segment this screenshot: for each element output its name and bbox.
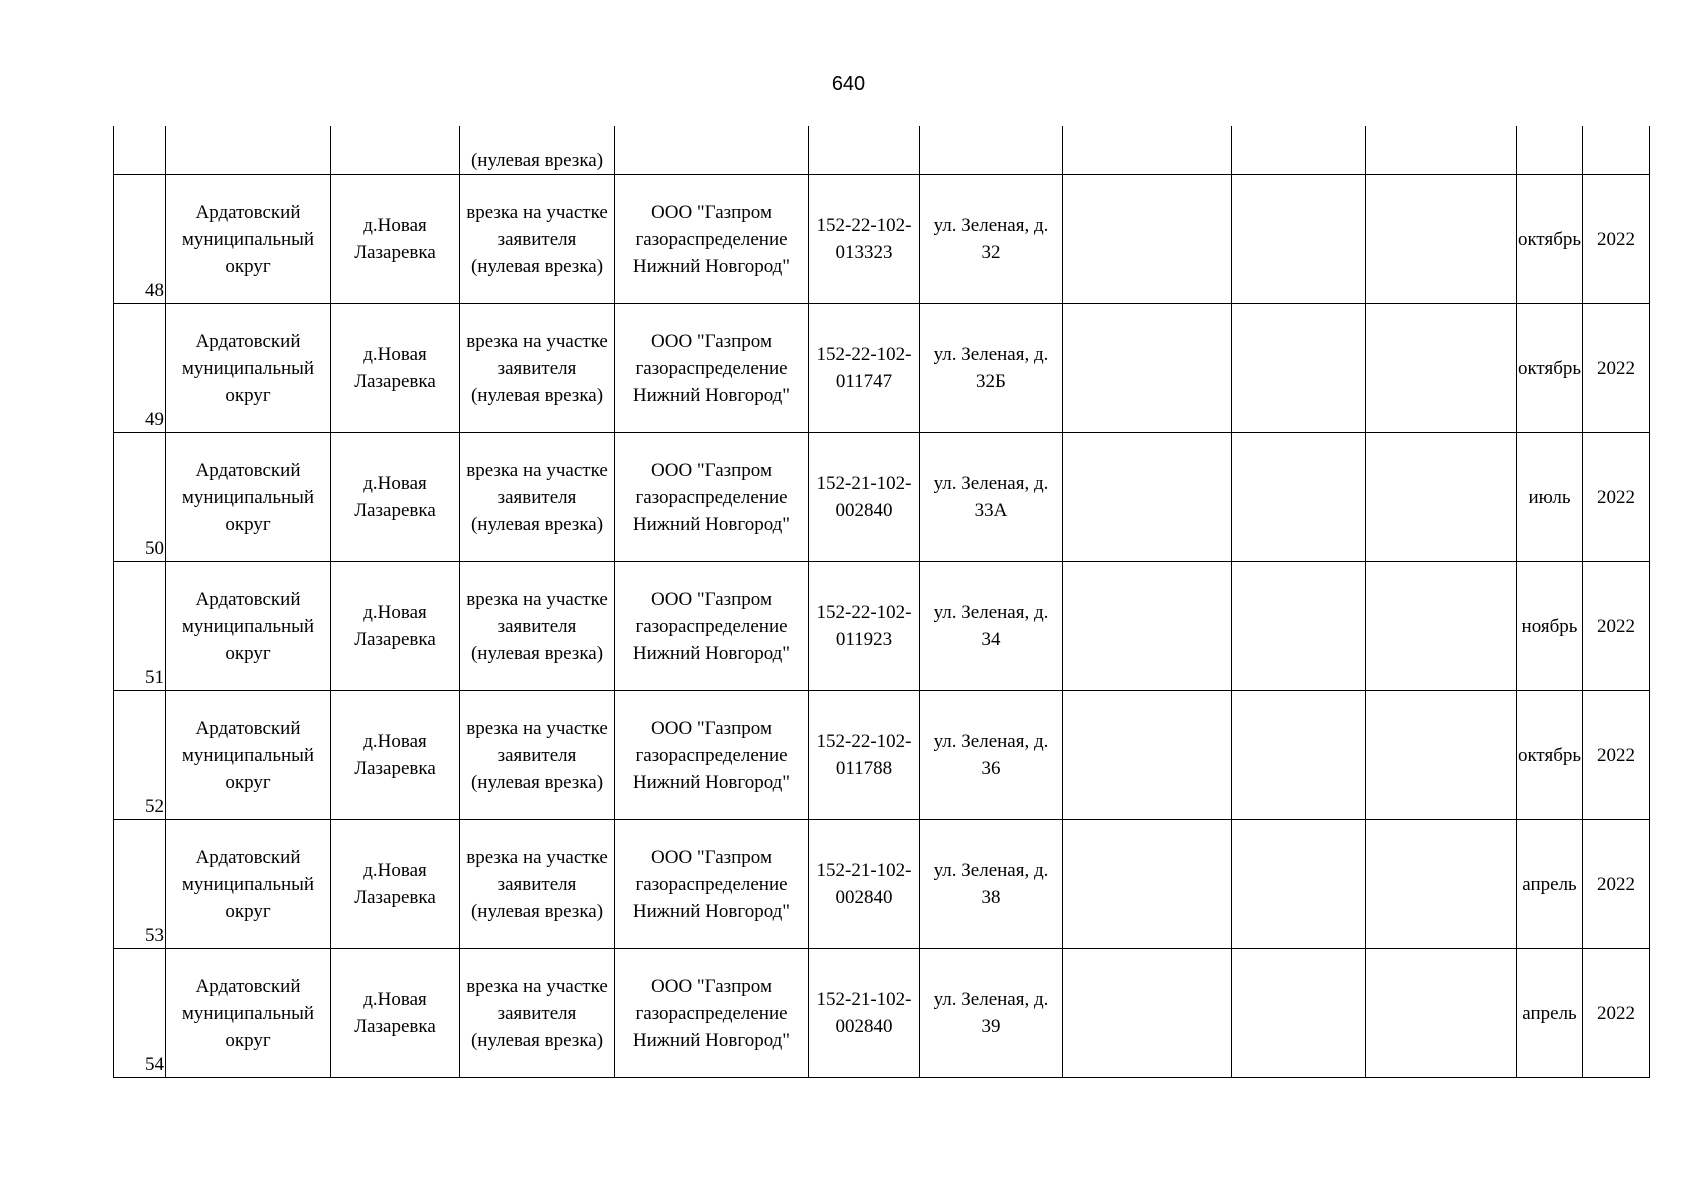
cell-village: д.Новая Лазаревка xyxy=(331,175,460,304)
table-row xyxy=(114,433,1650,562)
cell-empty-3 xyxy=(1366,691,1517,820)
cell-village: д.Новая Лазаревка xyxy=(331,562,460,691)
cell-num: 48 xyxy=(114,175,166,304)
cell-empty-2 xyxy=(1232,691,1366,820)
cell-month: июль xyxy=(1517,433,1583,562)
cell-month: апрель xyxy=(1517,820,1583,949)
cell-work-type: врезка на участке заявителя (нулевая врезка) xyxy=(460,433,615,562)
cell-address: ул. Зеленая, д. 33А xyxy=(920,433,1063,562)
cell-org: ООО "Газпром газораспределение Нижний Новгород" xyxy=(615,304,809,433)
cell-year xyxy=(1583,126,1650,175)
cell-village: д.Новая Лазаревка xyxy=(331,433,460,562)
cell-address: ул. Зеленая, д. 38 xyxy=(920,820,1063,949)
cell-empty-3 xyxy=(1366,304,1517,433)
table-row xyxy=(114,949,1650,1078)
cell-code: 152-21-102-002840 xyxy=(809,820,920,949)
cell-org: ООО "Газпром газораспределение Нижний Новгород" xyxy=(615,562,809,691)
cell-village: д.Новая Лазаревка xyxy=(331,820,460,949)
cell-empty-1 xyxy=(1063,820,1232,949)
cell-org: ООО "Газпром газораспределение Нижний Новгород" xyxy=(615,433,809,562)
cell-work-type: врезка на участке заявителя (нулевая врезка) xyxy=(460,691,615,820)
cell-month: октябрь xyxy=(1517,691,1583,820)
cell-empty-1 xyxy=(1063,949,1232,1078)
cell-num xyxy=(114,126,166,175)
cell-code: 152-22-102-013323 xyxy=(809,175,920,304)
cell-work-type: врезка на участке заявителя (нулевая врезка) xyxy=(460,949,615,1078)
cell-month: октябрь xyxy=(1517,304,1583,433)
cell-district: Ардатовский муниципальный округ xyxy=(166,691,331,820)
cell-work-type: врезка на участке заявителя (нулевая врезка) xyxy=(460,562,615,691)
table-row xyxy=(114,820,1650,949)
cell-empty-2 xyxy=(1232,949,1366,1078)
cell-code: 152-22-102-011923 xyxy=(809,562,920,691)
cell-empty-1 xyxy=(1063,304,1232,433)
cell-district: Ардатовский муниципальный округ xyxy=(166,175,331,304)
cell-num: 52 xyxy=(114,691,166,820)
cell-village: д.Новая Лазаревка xyxy=(331,691,460,820)
cell-district: Ардатовский муниципальный округ xyxy=(166,949,331,1078)
cell-district xyxy=(166,126,331,175)
cell-month: ноябрь xyxy=(1517,562,1583,691)
cell-year: 2022 xyxy=(1583,562,1650,691)
cell-empty-3 xyxy=(1366,949,1517,1078)
cell-empty-1 xyxy=(1063,175,1232,304)
cell-year: 2022 xyxy=(1583,691,1650,820)
connections-table xyxy=(113,126,1650,1078)
cell-district: Ардатовский муниципальный округ xyxy=(166,433,331,562)
cell-org: ООО "Газпром газораспределение Нижний Новгород" xyxy=(615,949,809,1078)
cell-num: 49 xyxy=(114,304,166,433)
table-body xyxy=(114,126,1650,1078)
cell-district: Ардатовский муниципальный округ xyxy=(166,304,331,433)
cell-empty-1 xyxy=(1063,562,1232,691)
cell-address xyxy=(920,126,1063,175)
cell-empty-3 xyxy=(1366,175,1517,304)
cell-empty-2 xyxy=(1232,126,1366,175)
cell-year: 2022 xyxy=(1583,175,1650,304)
cell-month: октябрь xyxy=(1517,175,1583,304)
cell-village xyxy=(331,126,460,175)
cell-district: Ардатовский муниципальный округ xyxy=(166,820,331,949)
cell-num: 51 xyxy=(114,562,166,691)
table-row xyxy=(114,304,1650,433)
cell-work-type: врезка на участке заявителя (нулевая врезка) xyxy=(460,820,615,949)
cell-num: 53 xyxy=(114,820,166,949)
cell-work-type: (нулевая врезка) xyxy=(460,126,615,175)
cell-address: ул. Зеленая, д. 39 xyxy=(920,949,1063,1078)
cell-month: апрель xyxy=(1517,949,1583,1078)
cell-address: ул. Зеленая, д. 32Б xyxy=(920,304,1063,433)
cell-month xyxy=(1517,126,1583,175)
cell-empty-2 xyxy=(1232,304,1366,433)
cell-empty-2 xyxy=(1232,820,1366,949)
cell-empty-1 xyxy=(1063,126,1232,175)
cell-code: 152-22-102-011788 xyxy=(809,691,920,820)
cell-empty-3 xyxy=(1366,433,1517,562)
cell-empty-2 xyxy=(1232,562,1366,691)
cell-org: ООО "Газпром газораспределение Нижний Новгород" xyxy=(615,691,809,820)
cell-empty-1 xyxy=(1063,691,1232,820)
table-row-continued xyxy=(114,126,1650,175)
cell-num: 54 xyxy=(114,949,166,1078)
table-row xyxy=(114,691,1650,820)
cell-code: 152-21-102-002840 xyxy=(809,949,920,1078)
cell-empty-3 xyxy=(1366,562,1517,691)
cell-code xyxy=(809,126,920,175)
cell-org: ООО "Газпром газораспределение Нижний Новгород" xyxy=(615,820,809,949)
cell-org: ООО "Газпром газораспределение Нижний Новгород" xyxy=(615,175,809,304)
cell-address: ул. Зеленая, д. 34 xyxy=(920,562,1063,691)
table-row xyxy=(114,562,1650,691)
cell-empty-2 xyxy=(1232,433,1366,562)
cell-district: Ардатовский муниципальный округ xyxy=(166,562,331,691)
cell-address: ул. Зеленая, д. 32 xyxy=(920,175,1063,304)
cell-empty-3 xyxy=(1366,820,1517,949)
cell-empty-3 xyxy=(1366,126,1517,175)
cell-address: ул. Зеленая, д. 36 xyxy=(920,691,1063,820)
cell-org xyxy=(615,126,809,175)
cell-year: 2022 xyxy=(1583,433,1650,562)
cell-empty-2 xyxy=(1232,175,1366,304)
cell-code: 152-21-102-002840 xyxy=(809,433,920,562)
cell-year: 2022 xyxy=(1583,304,1650,433)
cell-year: 2022 xyxy=(1583,820,1650,949)
cell-village: д.Новая Лазаревка xyxy=(331,949,460,1078)
cell-code: 152-22-102-011747 xyxy=(809,304,920,433)
page-number: 640 xyxy=(831,73,866,95)
cell-year: 2022 xyxy=(1583,949,1650,1078)
table-row xyxy=(114,175,1650,304)
cell-empty-1 xyxy=(1063,433,1232,562)
cell-num: 50 xyxy=(114,433,166,562)
cell-work-type: врезка на участке заявителя (нулевая врезка) xyxy=(460,304,615,433)
cell-work-type: врезка на участке заявителя (нулевая врезка) xyxy=(460,175,615,304)
cell-village: д.Новая Лазаревка xyxy=(331,304,460,433)
